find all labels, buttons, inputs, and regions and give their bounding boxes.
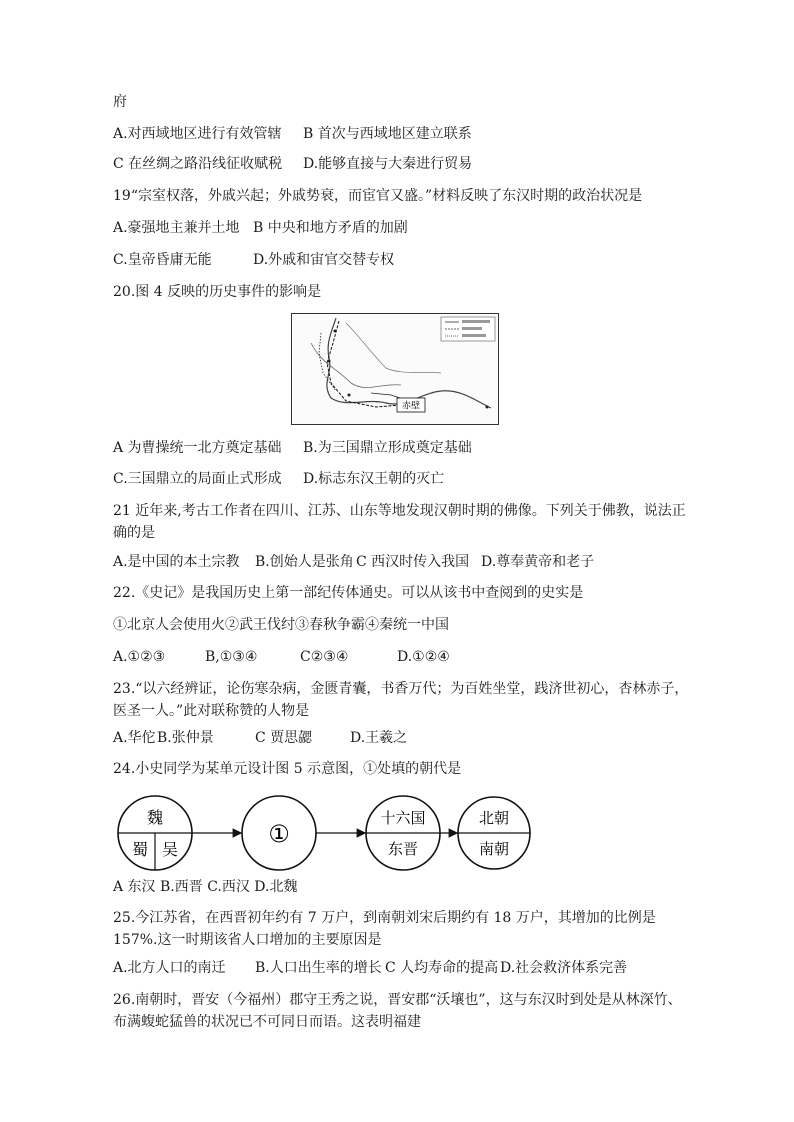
q22-statements: ①北京人会使用火②武王伐纣③春秋争霸④秦统一中国 [113, 617, 449, 633]
option-a: A.豪强地主兼并土地 [113, 220, 240, 236]
option-c: C②③④ [300, 649, 349, 665]
q25-options [113, 959, 627, 977]
q22-options [113, 648, 450, 666]
question-23: 23.“以六经辨证，论伤寒杂病，金匮青囊，书香万代；为百姓坐堂，践济世初心，杏林赤子，医圣一人。”此对联称赞的人物是 [113, 681, 689, 719]
label-eastern-jin: 东晋 [387, 840, 419, 858]
option-a: A.①②③ [113, 649, 166, 665]
question-24: 24.小史同学为某单元设计图 5 示意图，①处填的朝代是 [113, 761, 462, 777]
q18-options-row2 [113, 155, 472, 173]
circle-sixteen-kingdoms [366, 796, 440, 870]
option-a: A.是中国的本土宗教 [113, 554, 240, 570]
option-d: D.社会救济体系完善 [500, 960, 628, 976]
dynasty-flow-diagram [113, 792, 533, 874]
option-c: C 贾思勰 [255, 730, 313, 746]
option-b: B 首次与西域地区建立联系 [303, 126, 472, 142]
q19-options-row1 [113, 219, 408, 237]
q20-options-row1 [113, 439, 472, 457]
label-northern-dynasties: 北朝 [478, 809, 510, 827]
q20-options-row2 [113, 470, 444, 488]
option-b: B 中央和地方矛盾的加剧 [253, 220, 408, 236]
label-blank-1: ① [268, 820, 290, 848]
label-shu: 蜀 [131, 840, 149, 859]
question-21: 21 近年来,考古工作者在四川、江苏、山东等地发现汉朝时期的佛像。下列关于佛教，说法正确的是 [113, 503, 686, 541]
q21-options [113, 553, 594, 571]
option-a: A 为曹操统一北方奠定基础 [113, 440, 282, 456]
circle-north-south [458, 797, 530, 869]
question-20: 20.图 4 反映的历史事件的影响是 [113, 284, 322, 300]
option-c: C 人均寿命的提高 [385, 960, 499, 976]
option-d: D.外戚和宙官交替专权 [253, 252, 395, 268]
option-d: D.王羲之 [350, 730, 408, 746]
continuation-text: 府 [113, 94, 127, 110]
q23-options [113, 729, 407, 747]
label-sixteen-kingdoms: 十六国 [380, 809, 426, 827]
option-d: D.尊奉黄帝和老子 [481, 554, 595, 570]
option-b: B.创始人是张角 [255, 554, 354, 570]
option-d: D.能够直接与大秦进行贸易 [303, 156, 473, 172]
battle-map-figure [291, 313, 499, 425]
option-a: A.北方人口的南迁 [113, 960, 226, 976]
label-southern-dynasties: 南朝 [478, 840, 510, 858]
q19-options-row2 [113, 251, 394, 269]
question-19: 19“宗室权落，外戚兴起；外戚势衰，而宦官又盛。”材料反映了东汉时期的政治状况是 [113, 188, 643, 204]
question-25: 25.今江苏省，在西晋初年约有 7 万户，到南朝刘宋后期约有 18 万户，其增加的比例是 157%.这一时期该省人口增加的主要原因是 [113, 910, 656, 948]
q24-options: A 东汉 B.西晋 C.西汉 D.北魏 [113, 879, 298, 895]
chibi-label: 赤壁 [401, 401, 421, 412]
option-b: B.人口出生率的增长 [255, 960, 382, 976]
option-d: D.标志东汉王朝的灭亡 [303, 471, 445, 487]
option-c: C.皇帝昏庸无能 [113, 252, 212, 268]
option-d: D.①②④ [397, 649, 450, 665]
option-a: A.华佗 [113, 730, 156, 746]
option-c: C 西汉时传入我国 [356, 554, 470, 570]
option-b: B.张仲景 [157, 730, 214, 746]
question-22: 22.《史记》是我国历史上第一部纪传体通史。可以从该书中查阅到的史实是 [113, 585, 584, 601]
option-b: B,①③④ [205, 649, 258, 665]
option-b: B.为三国鼎立形成奠定基础 [303, 440, 472, 456]
option-c: C.三国鼎立的局面止式形成 [113, 471, 282, 487]
label-wu: 吴 [161, 840, 179, 859]
option-c: C 在丝绸之路沿线征收赋税 [113, 156, 283, 172]
circle-blank-1 [242, 796, 316, 870]
option-a: A.对西域地区进行有效管辖 [113, 126, 282, 142]
circle-wei-shu-wu [118, 796, 192, 870]
q18-options-row1 [113, 125, 472, 143]
question-26: 26.南朝时，晋安（今福州）郡守王秀之说，晋安郡“沃壤也”，这与东汉时到处是从林深竹、布满蝮蛇猛兽的状况已不可同日而语。这表明福建 [113, 992, 682, 1030]
label-wei: 魏 [146, 808, 164, 827]
